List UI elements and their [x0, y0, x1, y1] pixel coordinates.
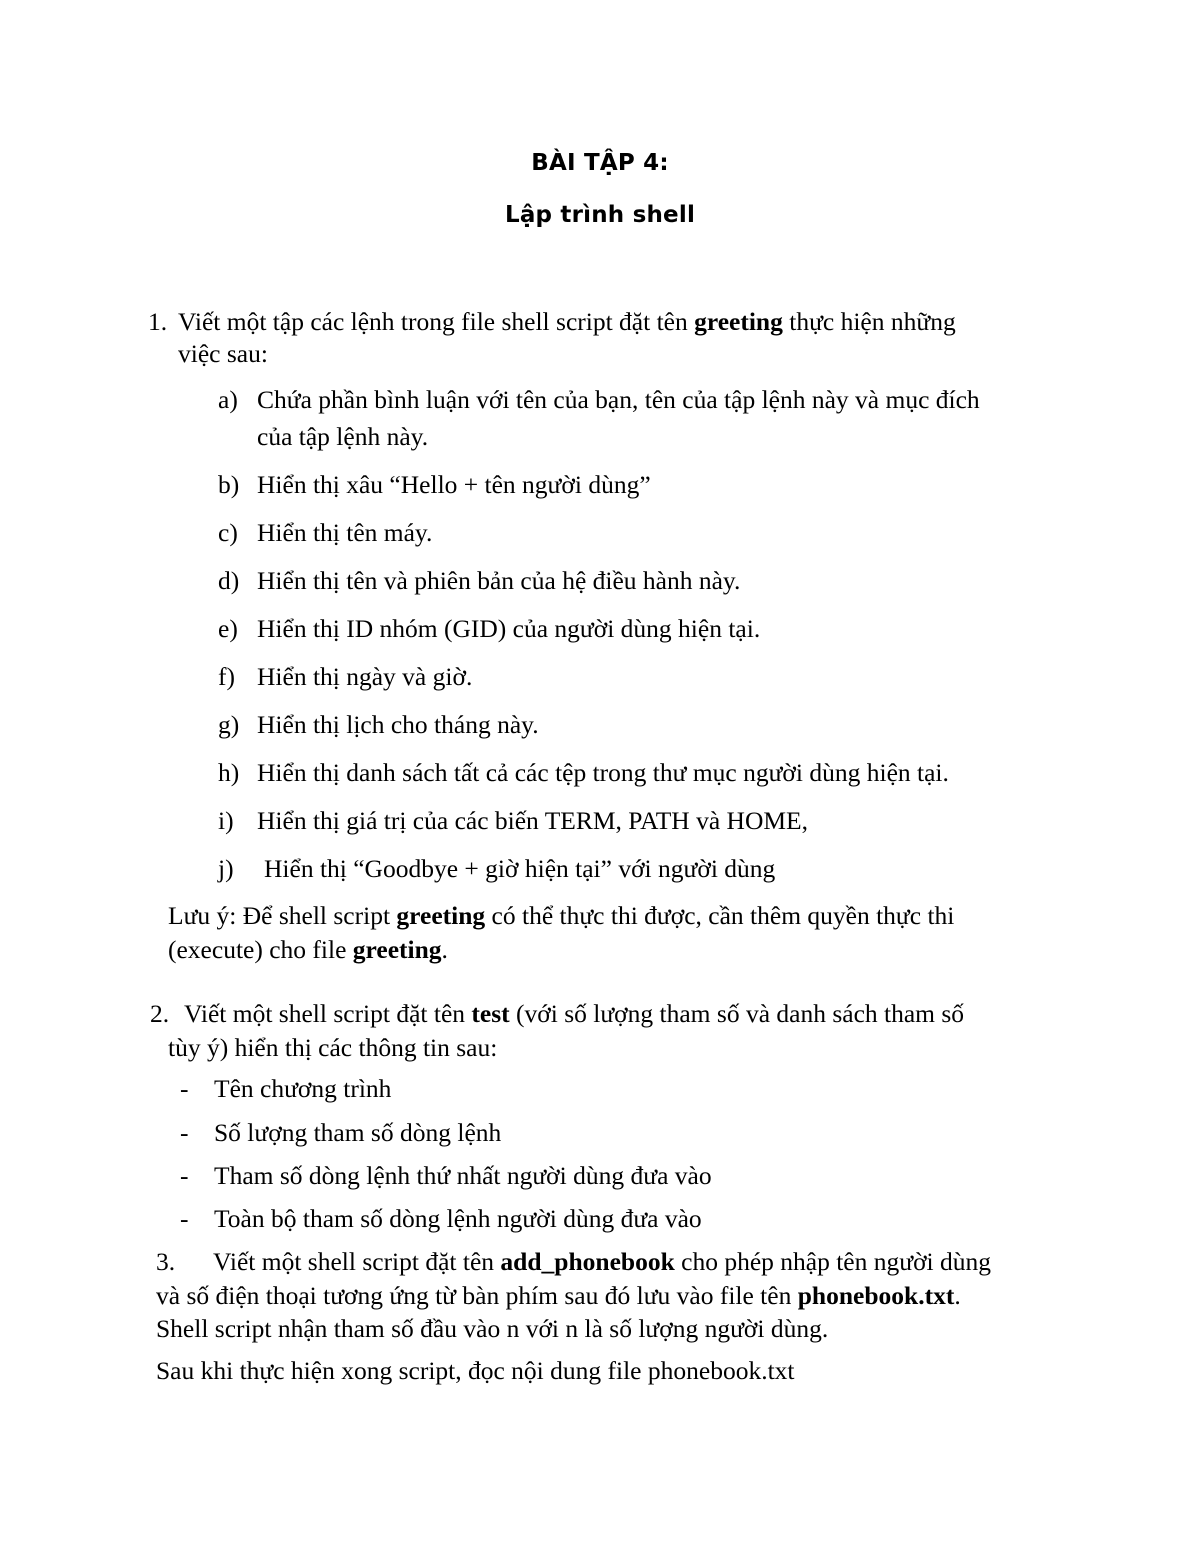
q2-script-name: test	[471, 999, 510, 1028]
q1-item-label: i)	[218, 806, 234, 835]
q1-item-text: Hiển thị giá trị của các biến TERM, PATH và HOME,	[257, 806, 808, 835]
q1-line2: việc sau:	[178, 339, 268, 368]
q2-bullet-text: Số lượng tham số dòng lệnh	[214, 1118, 502, 1147]
q2-bullet-text: Tên chương trình	[214, 1074, 392, 1103]
q3-line1-text-b: cho phép nhập tên người dùng	[674, 1247, 992, 1276]
q2-line1	[184, 998, 964, 1030]
q1-item-label: g)	[218, 710, 240, 739]
q1-item-text: Hiển thị ID nhóm (GID) của người dùng hiện tại.	[257, 614, 761, 643]
q1-note-text-a: Lưu ý: Để shell script	[168, 901, 397, 930]
q3-line3: Shell script nhận tham số đầu vào n với n là số lượng người dùng.	[156, 1314, 829, 1343]
q3-script-name: add_phonebook	[500, 1247, 675, 1276]
q1-item-text: Hiển thị xâu “Hello + tên người dùng”	[257, 470, 651, 499]
q1-item-text: Hiển thị lịch cho tháng này.	[257, 710, 539, 739]
q1-item-label: j)	[218, 854, 234, 883]
q1-item-text: Hiển thị tên và phiên bản của hệ điều hành này.	[257, 566, 741, 595]
q3-number: 3.	[156, 1247, 176, 1276]
q3-line4: Sau khi thực hiện xong script, đọc nội dung file phonebook.txt	[156, 1356, 795, 1385]
q1-line1-text-a: Viết một tập các lệnh trong file shell script đặt tên	[178, 307, 695, 336]
q1-script-name: greeting	[694, 307, 783, 336]
q1-item-text: Hiển thị ngày và giờ.	[257, 662, 473, 691]
q1-item-text-cont: của tập lệnh này.	[257, 422, 429, 451]
q3-line2-text-b: .	[954, 1281, 961, 1310]
q1-item-label: h)	[218, 758, 240, 787]
q2-line1-text-b: (với số lượng tham số và danh sách tham số	[509, 999, 965, 1028]
q1-item-label: d)	[218, 566, 240, 595]
q2-bullet-dash: -	[180, 1204, 189, 1233]
q1-note-text-b: có thể thực thi được, cần thêm quyền thực thi	[485, 901, 955, 930]
q1-item-label: c)	[218, 518, 238, 547]
q1-note-line1	[168, 900, 954, 932]
q1-item-text: Hiển thị danh sách tất cả các tệp trong thư mục người dùng hiện tại.	[257, 758, 949, 787]
q1-note-script-name: greeting	[396, 901, 486, 930]
q2-bullet-dash: -	[180, 1118, 189, 1147]
q2-bullet-dash: -	[180, 1161, 189, 1190]
q1-note2-text-a: (execute) cho file	[168, 935, 353, 964]
q1-line1-text-b: thực hiện những	[782, 307, 956, 336]
q1-item-text: Chứa phần bình luận với tên của bạn, tên của tập lệnh này và mục đích	[257, 385, 980, 414]
q1-item-text: Hiển thị “Goodbye + giờ hiện tại” với người dùng	[264, 854, 776, 883]
q1-item-text: Hiển thị tên máy.	[257, 518, 433, 547]
q3-line2	[156, 1280, 961, 1312]
document-subtitle: Lập trình shell	[504, 202, 696, 228]
q1-number: 1.	[148, 307, 168, 336]
q1-item-label: a)	[218, 385, 238, 414]
q2-bullet-dash: -	[180, 1074, 189, 1103]
q1-item-label: e)	[218, 614, 238, 643]
q1-line1	[178, 306, 956, 338]
q2-line1-text-a: Viết một shell script đặt tên	[184, 999, 472, 1028]
document-title: BÀI TẬP 4:	[531, 150, 669, 176]
q1-item-label: b)	[218, 470, 240, 499]
q2-bullet-text: Toàn bộ tham số dòng lệnh người dùng đưa vào	[214, 1204, 702, 1233]
q2-line2: tùy ý) hiển thị các thông tin sau:	[168, 1033, 498, 1062]
q1-item-label: f)	[218, 662, 235, 691]
q3-line2-text-a: và số điện thoại tương ứng từ bàn phím sau đó lưu vào file tên	[156, 1281, 798, 1310]
q2-number: 2.	[150, 999, 170, 1028]
q2-bullet-text: Tham số dòng lệnh thứ nhất người dùng đưa vào	[214, 1161, 712, 1190]
q3-line1	[213, 1246, 991, 1278]
q1-note2-text-b: .	[441, 935, 448, 964]
q3-file-name: phonebook.txt	[797, 1281, 955, 1310]
q3-line1-text-a: Viết một shell script đặt tên	[213, 1247, 501, 1276]
q1-note2-file-name: greeting	[352, 935, 442, 964]
q1-note-line2	[168, 934, 448, 966]
